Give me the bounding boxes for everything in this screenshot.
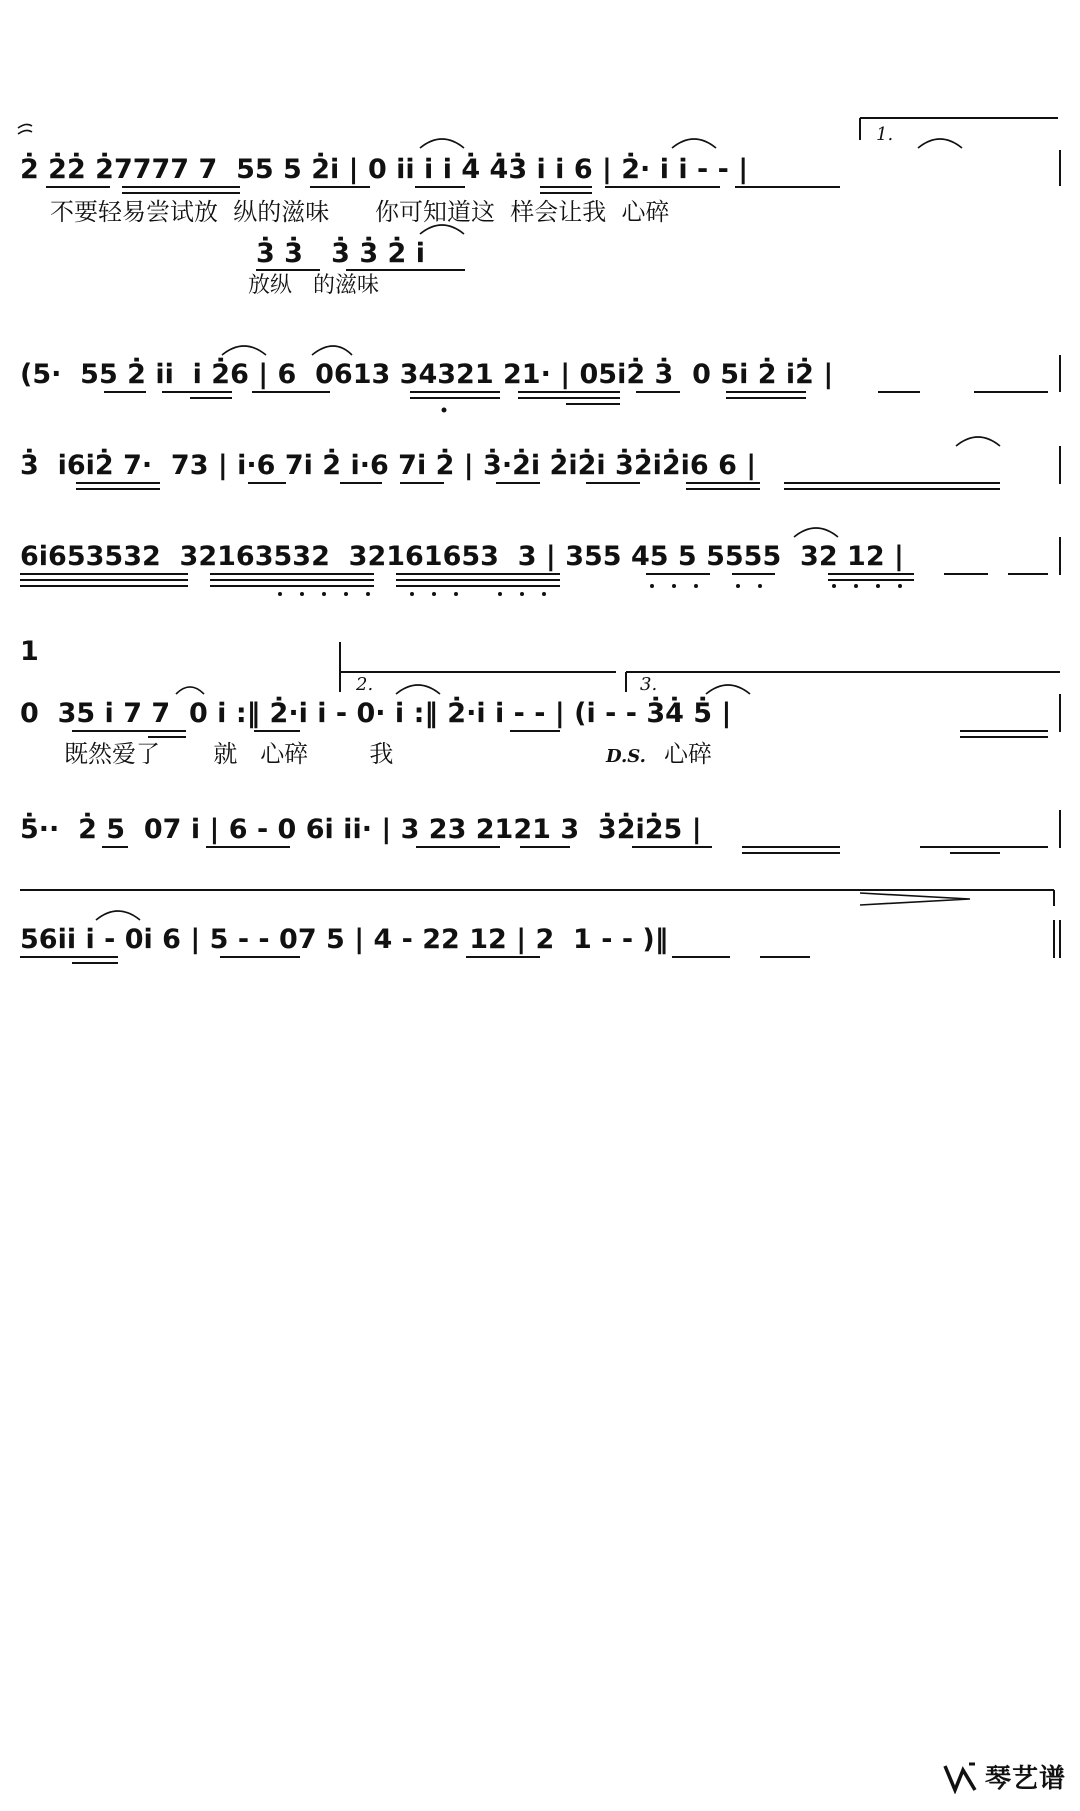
breath-mark [18, 130, 32, 134]
system-2-notes: (5· 55 2̇ i̇i̇ i̇ 2̇6 | 6 0613 34321 21· | 05i̇2̇ 3̇ 0 5i̇ 2̇ i̇2̇ | [20, 359, 834, 390]
volta-1-label: 1. [876, 124, 894, 145]
system-5-lyrics-after-ds: 心碎 [664, 740, 712, 768]
decrescendo-mark [860, 893, 970, 905]
system-7-notes: 56i̇i̇ i̇ - 0i̇ 6 | 5 - - 07 5 | 4 - 22 12 | 2 1 - - )‖ [20, 924, 669, 955]
volta-3-label: 3. [640, 674, 658, 695]
system-7 [20, 890, 1060, 963]
system-1 [18, 118, 1060, 298]
system-3 [20, 437, 1060, 489]
system-1-alt-notes: 3̇ 3̇ 3̇ 3̇ 2̇ i̇ [256, 238, 425, 269]
system-5 [20, 636, 1060, 768]
qinyipu-logo-icon [941, 1760, 981, 1794]
system-4-notes: 6i̇653532 32163532 32161653 3 | 355 45 5 5555 32 12 | [20, 541, 904, 572]
system-1-alt-lyrics: 放纵 的滋味 [248, 273, 379, 298]
system-3-notes: 3̇ i̇6i̇2̇ 7· 73 | i̇·6 7i̇ 2̇ i̇·6 7i̇ 2̇ | 3̇·2̇i̇ 2̇i̇2̇i̇ 3̇2̇i̇2̇i̇6 6 | [20, 450, 757, 481]
ds-mark: D.S. [606, 746, 646, 767]
system-1-lyrics: 不要轻易尝试放 纵的滋味 你可知道这 样会让我 心碎 [50, 198, 670, 226]
watermark-brand: 琴艺谱 [984, 1764, 1066, 1794]
watermark-logo [941, 1758, 1066, 1795]
volta-label-1: 1 [20, 636, 39, 667]
system-6-notes: 5̇·· 2̇ 5 07 i̇ | 6 - 0 6i̇ i̇i̇· | 3 23 2121 3 3̇2̇i̇2̇5 | [20, 814, 702, 845]
system-5-notes: 0 35 i̇ 7 7 0 i̇ :‖ 2̇·i̇ i̇ - 0· i̇ :‖ 2̇·i̇ i̇ - - | (i̇ - - 3̇4̇ 5̇ | [20, 698, 732, 729]
system-6 [20, 810, 1060, 853]
system-5-lyrics: 既然爱了 就 心碎 我 [64, 740, 394, 768]
system-2 [20, 346, 1060, 413]
breath-mark [18, 124, 32, 128]
volta-2-label: 2. [356, 674, 374, 695]
system-4 [20, 528, 1060, 596]
system-1-notes: 2̇ 2̇2̇ 2̇7777 7 55 5 2̇i̇ | 0 i̇i̇ i̇ i̇ 4̇ 4̇3̇ i̇ i̇ 6 | 2̇· i̇ i̇ - - | [20, 154, 749, 185]
